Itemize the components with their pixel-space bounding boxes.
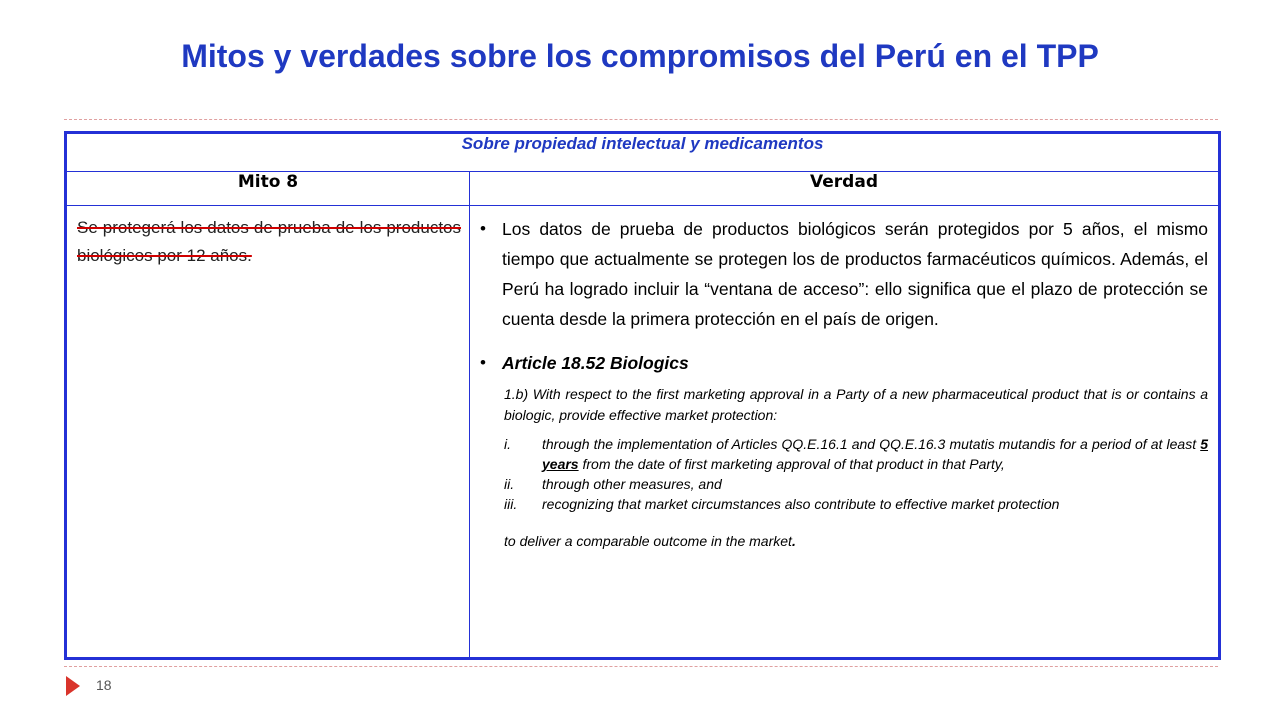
article-title: Article 18.52 Biologics [502,353,689,373]
truth-bullet [480,214,1208,334]
myth-text: Se protegerá los datos de prueba de los productos biológicos por 12 años. [77,218,461,265]
myth-cell [66,206,470,659]
truth-cell [470,206,1220,659]
bullet-icon: • [480,219,486,238]
column-header-truth: Verdad [470,172,1220,206]
column-header-myth: Mito 8 [66,172,470,206]
list-item: i. through the implementation of Articles QQ.E.16.1 and QQ.E.16.3 mutatis mutandis for a period of at least 5 years from the date of first marketing approval of that product in that Party, [504,436,1209,472]
bullet-icon: • [480,353,486,372]
article-paragraph: 1.b) With respect to the first marketing approval in a Party of a new pharmaceutical product that is or contains a biologic, provide effective market protection: [504,386,1209,423]
table-header: Sobre propiedad intelectual y medicamentos [66,133,1220,172]
article-bullet [480,348,1208,378]
page-number: 18 [96,677,112,693]
page-title: Mitos y verdades sobre los compromisos del Perú en el TPP [181,38,1099,74]
emphasis-years: 5 years [542,436,1209,472]
list-item: iii. recognizing that market circumstances also contribute to effective market protection [504,496,1060,512]
truth-text: Los datos de prueba de productos biológicos serán protegidos por 5 años, el mismo tiempo que actualmente se protegen los de productos farmacéuticos químicos. Además, el Perú ha logrado incluir la “ventana de acceso”: ello significa que el plazo de protección se cuenta desde la primera protección en el país de origen. [502,219,1209,329]
triangle-arrow-icon [66,676,80,696]
myth-truth-table [64,131,1221,660]
article-items [504,434,1208,514]
closing-text: to deliver a comparable outcome in the market. [504,533,796,549]
bottom-divider [64,666,1218,667]
list-item: ii. through other measures, and [504,476,722,492]
top-divider [64,119,1218,120]
